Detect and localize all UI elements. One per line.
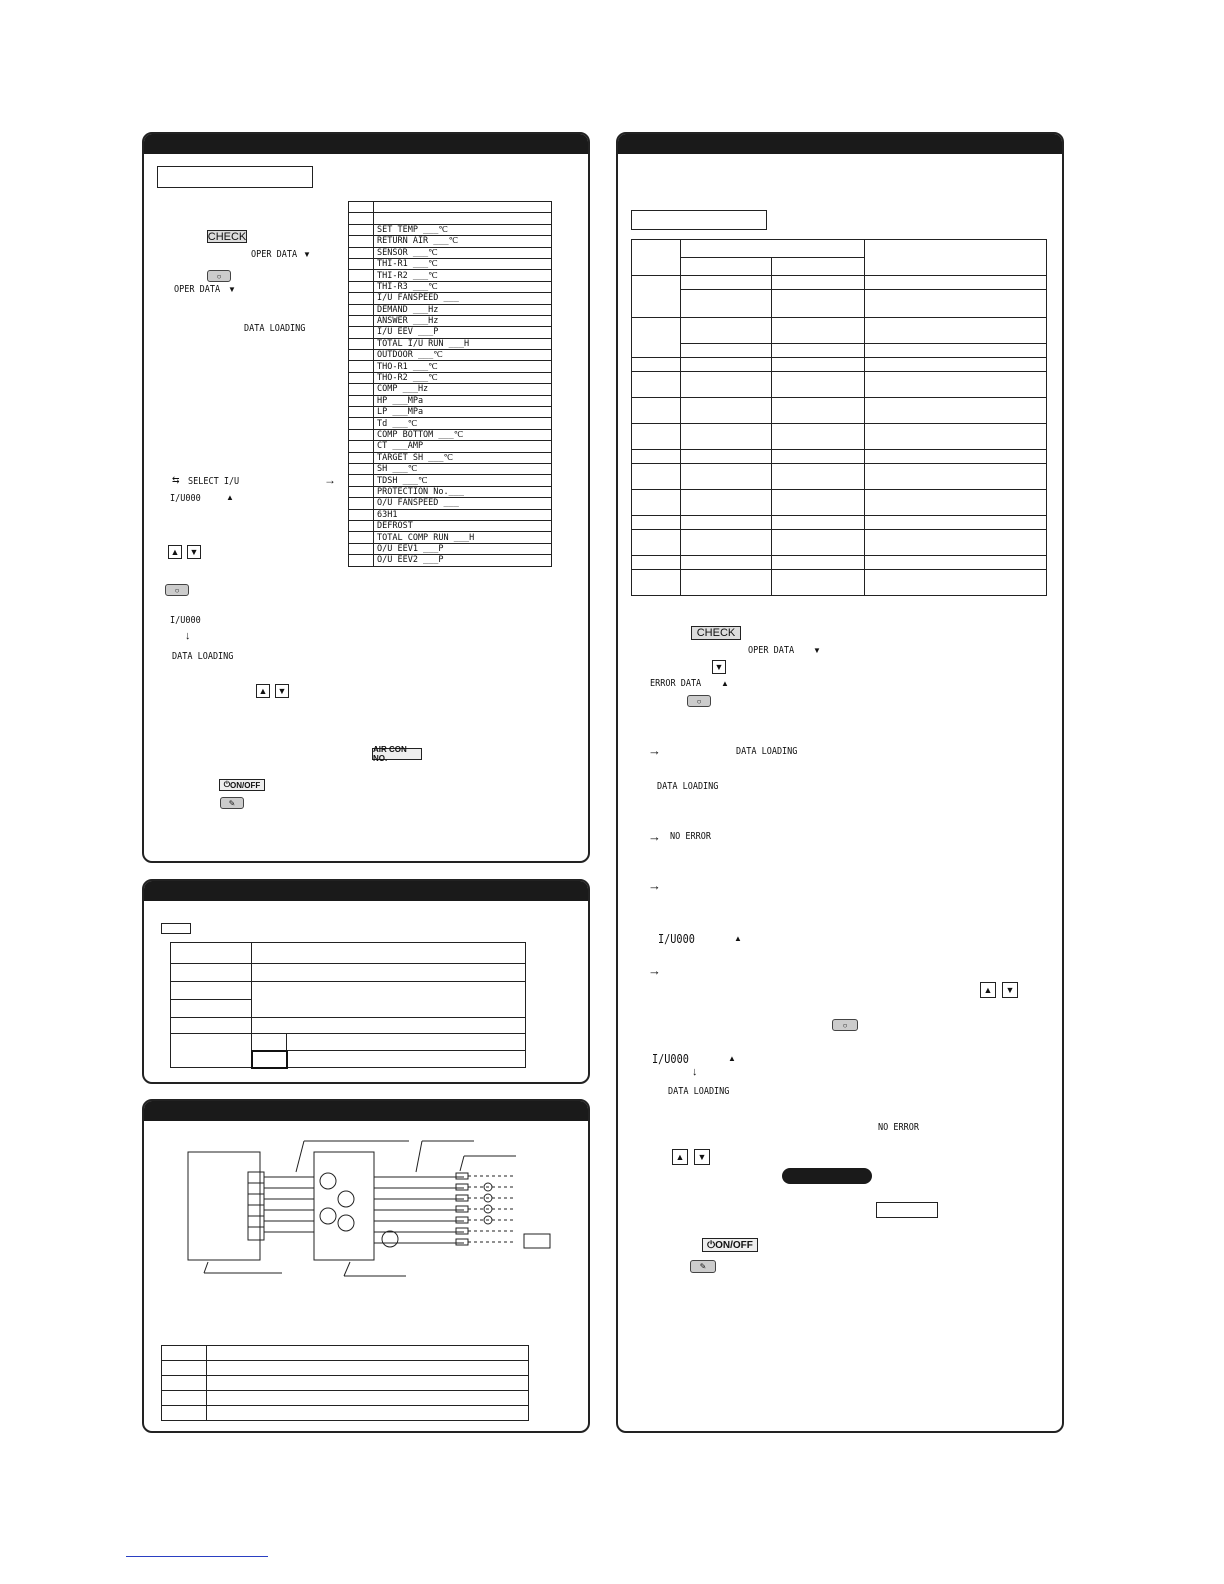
oper-list-item: LP ___MPa xyxy=(374,407,552,418)
table-cell xyxy=(772,490,865,516)
oper-list-row xyxy=(349,543,552,554)
table-cell xyxy=(171,1018,252,1034)
table-cell xyxy=(865,490,1047,516)
lcd-oper-data: OPER DATA xyxy=(251,249,298,260)
lcd-oper-data: OPER DATA xyxy=(748,645,795,656)
oper-list-number xyxy=(349,395,374,406)
table-cell xyxy=(162,1376,207,1391)
table-cell xyxy=(865,516,1047,530)
table-cell xyxy=(772,276,865,290)
oper-list-row xyxy=(349,270,552,281)
oper-list-row xyxy=(349,429,552,440)
lcd-no-error-2: NO ERROR xyxy=(878,1122,919,1133)
table-cell xyxy=(865,358,1047,372)
oper-list-row xyxy=(349,384,552,395)
error-table-row xyxy=(632,556,1047,570)
section-label-box xyxy=(157,166,313,188)
error-table-row xyxy=(632,530,1047,556)
lcd-select-iu: SELECT I/U xyxy=(188,476,240,487)
table-cell xyxy=(865,556,1047,570)
oper-list-item: PROTECTION No.___ xyxy=(374,486,552,497)
triangle-down-icon: ▼ xyxy=(228,285,236,294)
error-table-row xyxy=(632,358,1047,372)
error-table-row xyxy=(632,570,1047,596)
arrow-down: ↓ xyxy=(692,1066,698,1078)
table-cell xyxy=(632,398,681,424)
table-cell xyxy=(681,450,772,464)
oper-list-row xyxy=(349,281,552,292)
reset-button[interactable]: ✎ xyxy=(690,1260,716,1273)
triangle-up-icon: ▲ xyxy=(734,934,742,943)
reset-button[interactable]: ✎ xyxy=(220,797,244,809)
table-cell xyxy=(681,358,772,372)
triangle-down-icon: ▼ xyxy=(813,646,821,655)
arrow-right: → xyxy=(324,473,336,487)
oper-list-row xyxy=(349,475,552,486)
lcd-iu000-2: I/U000 xyxy=(652,1052,689,1066)
on-off-label: ON/OFF xyxy=(230,780,261,790)
wiring-diagram xyxy=(144,1121,590,1301)
arrow-right: → xyxy=(648,743,661,758)
wiring-legend-table xyxy=(161,1345,529,1421)
table-cell xyxy=(374,202,552,213)
table-cell xyxy=(287,1051,526,1068)
on-off-key[interactable] xyxy=(219,779,265,791)
table-cell xyxy=(681,490,772,516)
legend-box xyxy=(161,923,191,934)
error-table-row xyxy=(632,450,1047,464)
error-code-table xyxy=(631,239,1047,596)
oper-list-number xyxy=(349,304,374,315)
panel-header-bar xyxy=(144,1101,588,1121)
oper-list-item: TOTAL I/U RUN ___H xyxy=(374,338,552,349)
oper-list-item: SH ___℃ xyxy=(374,463,552,474)
table-cell xyxy=(207,1406,529,1421)
oper-list-row xyxy=(349,407,552,418)
oper-list-number xyxy=(349,327,374,338)
oper-list-row xyxy=(349,486,552,497)
oper-list-item: HP ___MPa xyxy=(374,395,552,406)
oper-list-row xyxy=(349,327,552,338)
display-box xyxy=(876,1202,938,1218)
table-cell xyxy=(865,450,1047,464)
oper-list-item: THI-R1 ___℃ xyxy=(374,258,552,269)
oper-list-row xyxy=(349,372,552,383)
error-table-row xyxy=(632,290,1047,318)
oper-list-number xyxy=(349,372,374,383)
table-cell xyxy=(632,556,681,570)
oper-list-item: I/U EEV ___P xyxy=(374,327,552,338)
oper-list-row xyxy=(349,258,552,269)
lcd-error-data: ERROR DATA xyxy=(650,678,702,689)
table-cell xyxy=(681,570,772,596)
down-arrow-button[interactable]: ▼ xyxy=(187,545,201,559)
up-arrow-button-2[interactable]: ▲ xyxy=(256,684,270,698)
lcd-no-error: NO ERROR xyxy=(670,831,711,842)
oper-list-number xyxy=(349,520,374,531)
oper-list-item: Td ___℃ xyxy=(374,418,552,429)
table-cell xyxy=(632,276,681,318)
table-cell xyxy=(632,570,681,596)
table-cell xyxy=(171,943,252,964)
oper-list-number xyxy=(349,452,374,463)
table-cell xyxy=(632,424,681,450)
error-table-row xyxy=(632,516,1047,530)
oper-list-item: COMP BOTTOM ___℃ xyxy=(374,429,552,440)
table-cell xyxy=(681,318,772,344)
oper-list-item: TOTAL COMP RUN ___H xyxy=(374,532,552,543)
set-button-2[interactable]: ○ xyxy=(165,584,189,596)
oper-list-item: I/U FANSPEED ___ xyxy=(374,293,552,304)
settings-table xyxy=(170,942,526,1069)
check-key[interactable]: CHECK xyxy=(691,626,741,640)
error-table-row xyxy=(632,344,1047,358)
arrow-right: → xyxy=(648,878,661,893)
oper-list-number xyxy=(349,498,374,509)
table-cell xyxy=(772,424,865,450)
oper-list-item: O/U EEV2 ___P xyxy=(374,555,552,566)
table-cell xyxy=(632,318,681,358)
table-cell xyxy=(207,1376,529,1391)
table-cell xyxy=(162,1346,207,1361)
oper-list-item: SENSOR ___℃ xyxy=(374,247,552,258)
oper-list-number xyxy=(349,224,374,235)
oper-list-item: O/U FANSPEED ___ xyxy=(374,498,552,509)
lcd-iu000-2: I/U000 xyxy=(170,615,201,626)
triangle-down-icon: ▼ xyxy=(303,250,311,259)
oper-list-row xyxy=(349,395,552,406)
table-cell xyxy=(632,450,681,464)
arrow-right: → xyxy=(648,829,661,844)
table-cell xyxy=(252,964,526,982)
on-off-key[interactable] xyxy=(702,1238,758,1252)
table-cell xyxy=(865,290,1047,318)
table-cell xyxy=(772,290,865,318)
error-table-row xyxy=(632,398,1047,424)
oper-list-number xyxy=(349,555,374,566)
oper-list-item: 63H1 xyxy=(374,509,552,520)
section-label-box xyxy=(631,210,767,230)
power-icon: ⏻ xyxy=(223,780,231,789)
notice-pill xyxy=(782,1168,872,1184)
table-cell xyxy=(681,290,772,318)
oper-list-item: COMP ___Hz xyxy=(374,384,552,395)
table-cell xyxy=(865,240,1047,276)
error-table-row xyxy=(632,372,1047,398)
table-cell xyxy=(681,372,772,398)
table-cell xyxy=(681,530,772,556)
oper-list-number xyxy=(349,315,374,326)
oper-list-row xyxy=(349,418,552,429)
oper-list-item: TARGET SH ___℃ xyxy=(374,452,552,463)
table-cell xyxy=(681,258,772,276)
on-off-label: ON/OFF xyxy=(715,1239,753,1251)
table-cell xyxy=(772,344,865,358)
lcd-data-loading: DATA LOADING xyxy=(244,323,306,334)
table-cell xyxy=(171,964,252,982)
panel-header-bar xyxy=(144,881,588,901)
triangle-up-icon: ▲ xyxy=(721,679,729,688)
lcd-iu000: I/U000 xyxy=(170,493,201,504)
table-cell xyxy=(865,318,1047,344)
oper-list-number xyxy=(349,407,374,418)
oper-list-row xyxy=(349,247,552,258)
oper-list-row xyxy=(349,532,552,543)
table-cell xyxy=(162,1361,207,1376)
table-cell xyxy=(865,398,1047,424)
oper-list-row xyxy=(349,361,552,372)
triangle-up-icon: ▲ xyxy=(728,1054,736,1063)
lcd-data-loading-2: DATA LOADING xyxy=(172,651,234,662)
oper-list-row xyxy=(349,498,552,509)
arrow-right: → xyxy=(648,963,661,978)
oper-list-item: RETURN AIR ___℃ xyxy=(374,236,552,247)
table-cell xyxy=(207,1346,529,1361)
table-cell xyxy=(772,530,865,556)
set-button[interactable]: ○ xyxy=(207,270,231,282)
oper-list-row xyxy=(349,441,552,452)
table-cell xyxy=(349,202,374,213)
table-cell xyxy=(772,450,865,464)
wiring-panel xyxy=(142,1099,590,1433)
oper-list-item: TDSH ___℃ xyxy=(374,475,552,486)
table-cell xyxy=(681,344,772,358)
table-cell xyxy=(252,982,526,1018)
settings-panel xyxy=(142,879,590,1084)
oper-list-item xyxy=(374,213,552,224)
table-cell xyxy=(865,570,1047,596)
oper-list-number xyxy=(349,236,374,247)
oper-list-item: THI-R2 ___℃ xyxy=(374,270,552,281)
oper-list-number xyxy=(349,429,374,440)
table-cell xyxy=(252,943,526,964)
table-cell xyxy=(632,372,681,398)
error-table-row xyxy=(632,424,1047,450)
table-cell xyxy=(865,372,1047,398)
table-cell xyxy=(171,1034,252,1068)
up-arrow-button[interactable]: ▲ xyxy=(980,982,996,998)
oper-list-number xyxy=(349,350,374,361)
down-arrow-button-2[interactable]: ▼ xyxy=(275,684,289,698)
triangle-up-icon: ▲ xyxy=(226,493,234,502)
oper-list-number xyxy=(349,247,374,258)
oper-list-row xyxy=(349,293,552,304)
table-cell xyxy=(772,464,865,490)
oper-list-number xyxy=(349,418,374,429)
oper-list-row xyxy=(349,350,552,361)
table-cell xyxy=(252,1018,526,1034)
oper-list-row xyxy=(349,509,552,520)
table-cell xyxy=(632,240,681,276)
table-cell-highlighted xyxy=(252,1051,287,1068)
oper-list-row xyxy=(349,338,552,349)
table-cell xyxy=(681,556,772,570)
table-cell xyxy=(632,530,681,556)
table-cell xyxy=(865,424,1047,450)
oper-list-number xyxy=(349,281,374,292)
oper-list-number xyxy=(349,509,374,520)
table-cell xyxy=(681,516,772,530)
operation-data-table xyxy=(348,201,552,567)
down-arrow-button[interactable]: ▼ xyxy=(1002,982,1018,998)
oper-list-item: THO-R2 ___℃ xyxy=(374,372,552,383)
lcd-oper-data-2: OPER DATA xyxy=(174,284,221,295)
table-cell xyxy=(207,1391,529,1406)
oper-list-row xyxy=(349,555,552,566)
oper-list-row xyxy=(349,315,552,326)
oper-list-number xyxy=(349,532,374,543)
error-table-row xyxy=(632,464,1047,490)
oper-list-number xyxy=(349,543,374,554)
lcd-data-loading-3: DATA LOADING xyxy=(668,1086,730,1097)
operation-data-panel xyxy=(142,132,590,863)
oper-list-number xyxy=(349,338,374,349)
up-arrow-button-2[interactable]: ▲ xyxy=(672,1149,688,1165)
table-cell xyxy=(772,258,865,276)
oper-list-number xyxy=(349,270,374,281)
oper-list-item: SET TEMP ___℃ xyxy=(374,224,552,235)
oper-list-number xyxy=(349,213,374,224)
error-table-row xyxy=(632,318,1047,344)
table-cell xyxy=(772,556,865,570)
lcd-iu000: I/U000 xyxy=(658,932,695,946)
table-cell xyxy=(162,1406,207,1421)
error-data-panel xyxy=(616,132,1064,1433)
table-cell xyxy=(681,464,772,490)
table-cell xyxy=(772,516,865,530)
down-arrow-button[interactable]: ▼ xyxy=(712,660,726,674)
lcd-data-loading: DATA LOADING xyxy=(736,746,798,757)
oper-list-item: THO-R1 ___℃ xyxy=(374,361,552,372)
panel-header-bar xyxy=(618,134,1062,154)
lcd-data-loading-2: DATA LOADING xyxy=(657,781,719,792)
table-cell xyxy=(681,240,865,258)
table-cell xyxy=(171,1000,252,1018)
set-button-2[interactable]: ○ xyxy=(832,1019,858,1031)
table-cell xyxy=(287,1034,526,1051)
table-cell xyxy=(632,464,681,490)
oper-list-row xyxy=(349,304,552,315)
table-cell xyxy=(772,570,865,596)
oper-list-item: DEFROST xyxy=(374,520,552,531)
table-cell xyxy=(162,1391,207,1406)
table-cell xyxy=(865,464,1047,490)
oper-list-row xyxy=(349,452,552,463)
table-cell xyxy=(171,982,252,1000)
oper-list-row xyxy=(349,463,552,474)
table-cell xyxy=(681,398,772,424)
oper-list-number xyxy=(349,475,374,486)
down-arrow-button-2[interactable]: ▼ xyxy=(694,1149,710,1165)
table-cell xyxy=(772,398,865,424)
oper-list-row xyxy=(349,224,552,235)
table-cell xyxy=(865,530,1047,556)
oper-list-row xyxy=(349,236,552,247)
table-cell xyxy=(632,490,681,516)
oper-list-number xyxy=(349,293,374,304)
error-table-row xyxy=(632,490,1047,516)
power-icon: ⏻ xyxy=(707,1239,716,1251)
check-key[interactable]: CHECK xyxy=(207,230,247,243)
table-cell xyxy=(632,516,681,530)
table-cell xyxy=(865,276,1047,290)
oper-list-row xyxy=(349,213,552,224)
table-cell xyxy=(865,344,1047,358)
oper-list-item: CT ___AMP xyxy=(374,441,552,452)
table-cell xyxy=(207,1361,529,1376)
table-cell xyxy=(772,318,865,344)
table-cell xyxy=(681,276,772,290)
set-button[interactable]: ○ xyxy=(687,695,711,707)
error-table-row xyxy=(632,276,1047,290)
table-cell xyxy=(632,358,681,372)
oper-list-item: ANSWER ___Hz xyxy=(374,315,552,326)
air-con-no-key[interactable]: AIR CON NO. xyxy=(372,748,422,760)
arrow-down: ↓ xyxy=(185,630,191,642)
oper-list-number xyxy=(349,486,374,497)
oper-list-number xyxy=(349,463,374,474)
oper-list-item: O/U EEV1 ___P xyxy=(374,543,552,554)
table-cell xyxy=(772,372,865,398)
oper-list-item: THI-R3 ___℃ xyxy=(374,281,552,292)
oper-list-number xyxy=(349,384,374,395)
oper-list-item: OUTDOOR ___℃ xyxy=(374,350,552,361)
select-arrows-icon: ⇆ xyxy=(172,475,180,485)
table-cell xyxy=(252,1034,287,1051)
oper-list-number xyxy=(349,258,374,269)
oper-list-header xyxy=(349,202,552,213)
oper-list-number xyxy=(349,441,374,452)
up-arrow-button[interactable]: ▲ xyxy=(168,545,182,559)
table-cell xyxy=(681,424,772,450)
table-cell xyxy=(772,358,865,372)
footer-link-line[interactable] xyxy=(126,1556,268,1557)
oper-list-number xyxy=(349,361,374,372)
oper-list-row xyxy=(349,520,552,531)
panel-header-bar xyxy=(144,134,588,154)
oper-list-item: DEMAND ___Hz xyxy=(374,304,552,315)
